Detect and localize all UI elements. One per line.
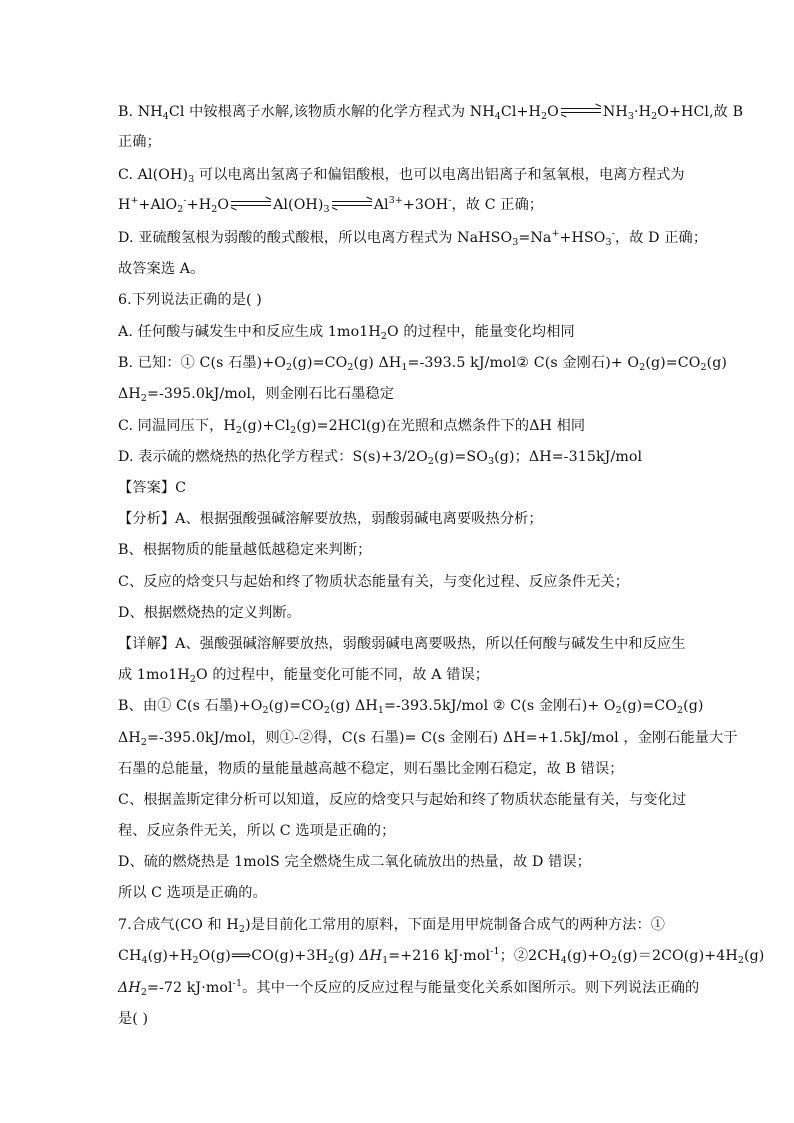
text-line: C、根据盖斯定律分析可以知道，反应的焓变只与起始和终了物质状态能量有关，与变化过: [118, 792, 687, 808]
text-line: A. 任何酸与碱发生中和反应生成 $1mo1H_2O$ 的过程中，能量变化均相同: [118, 324, 575, 342]
text-line: D. 表示硫的燃烧热的热化学方程式：$S(s)+3/2O_2(g)=SO_3(g)$；ΔH=-315kJ/mol: [118, 449, 643, 467]
text-line: 石墨的总能量，物质的量能量越高越不稳定，则石墨比金刚石稳定，故 B 错误；: [118, 761, 624, 777]
text-line: B. $NH_4Cl$ 中铵根离子水解,该物质水解的化学方程式为 $NH_4Cl+H_2O$ $NH_3\cdot H_2O+HCl$,故 B: [118, 104, 744, 122]
text-line: 【分析】A、根据强酸强碱溶解要放热，弱酸弱碱电离要吸热分析；: [118, 511, 543, 527]
text-line: $\Delta H_2=-395.0kJ$/mol，则金刚石比石墨稳定: [118, 386, 395, 404]
text-line: D、根据燃烧热的定义判断。: [118, 605, 301, 621]
text-line: B、由① C(s 石墨)$+O_2(g)=CO_2(g)$ $\Delta H_1=-393.5kJ$/mol ② C(s 金刚石)+ $O_2(g)=CO_2(g)$: [118, 698, 704, 716]
text-line: D、硫的燃烧热是 1molS 完全燃烧生成二氧化硫放出的热量，故 D 错误；: [118, 854, 591, 870]
text-line: C. $Al(OH)_3$ 可以电离出氢离子和偏铝酸根，也可以电离出铝离子和氢氧根，电离方程式为: [118, 167, 685, 185]
text-line: 成 $1mo1H_2O$ 的过程中，能量变化可能不同，故 A 错误；: [118, 667, 490, 685]
reversible-arrow-icon: [561, 106, 601, 115]
text-line: $\Delta H_2=-395.0kJ$/mol，则①-②得，C(s 石墨)= C(s 金刚石) ΔH=+1.5kJ/mol ，金刚石能量大于: [118, 730, 738, 748]
text-line: $H^++AlO_2^-+H_2O$ $Al(OH)_3$ $Al^{3+}+3OH^-$，故 C 正确；: [118, 195, 544, 215]
question-title: 6.下列说法正确的是( ): [118, 292, 262, 308]
text-line: C、反应的焓变只与起始和终了物质状态能量有关，与变化过程、反应条件无关；: [118, 574, 630, 590]
question-title: 7.合成气(CO 和 $H_2$)是目前化工常用的原料，下面是用甲烷制备合成气的两种方法：①: [118, 917, 666, 935]
text-line: 是( ): [118, 1011, 149, 1027]
text-line: 程、反应条件无关，所以 C 选项是正确的；: [118, 823, 396, 839]
text-line: C. 同温同压下，$H_2(g)+Cl_2(g)=2HCl(g)$在光照和点燃条件下的ΔH 相同: [118, 418, 586, 436]
text-line: 【详解】A、强酸强碱溶解要放热，弱酸弱碱电离要吸热，所以任何酸与碱发生中和反应生: [118, 636, 686, 652]
text-line: $CH_4(g)+H_2O(g)⟹CO(g)+3H_2(g)$ $\Delta H_1=+216$ kJ·mol$^{-1}$；$②2CH_4(g)+O_2(g)=2CO(g)+4H_2(g)$: [118, 946, 765, 966]
text-line: 故答案选 A。: [118, 261, 205, 277]
answer-line: 【答案】C: [118, 480, 187, 496]
reversible-arrow-icon: [231, 199, 271, 208]
text-line: 正确；: [118, 134, 161, 150]
text-line: $\Delta H_2=-72$ kJ·mol$^{-1}$。其中一个反应的反应过程与能量变化关系如图所示。则下列说法正确的: [118, 978, 700, 998]
reversible-arrow-icon: [332, 199, 372, 208]
text-line: B. 已知：① C(s 石墨)$+O_2(g)=CO_2(g)$ $\Delta H_1=-393.5$ kJ/mol② C(s 金刚石)+ $O_2(g)=CO_2(g)$: [118, 355, 728, 373]
text-line: 所以 C 选项是正确的。: [118, 885, 267, 901]
text-line: B、根据物质的能量越低越稳定来判断；: [118, 542, 372, 558]
text-line: D. 亚硫酸氢根为弱酸的酸式酸根，所以电离方程式为 $NaHSO_3=Na^++HSO_3^-$，故 D 正确；: [118, 228, 708, 248]
